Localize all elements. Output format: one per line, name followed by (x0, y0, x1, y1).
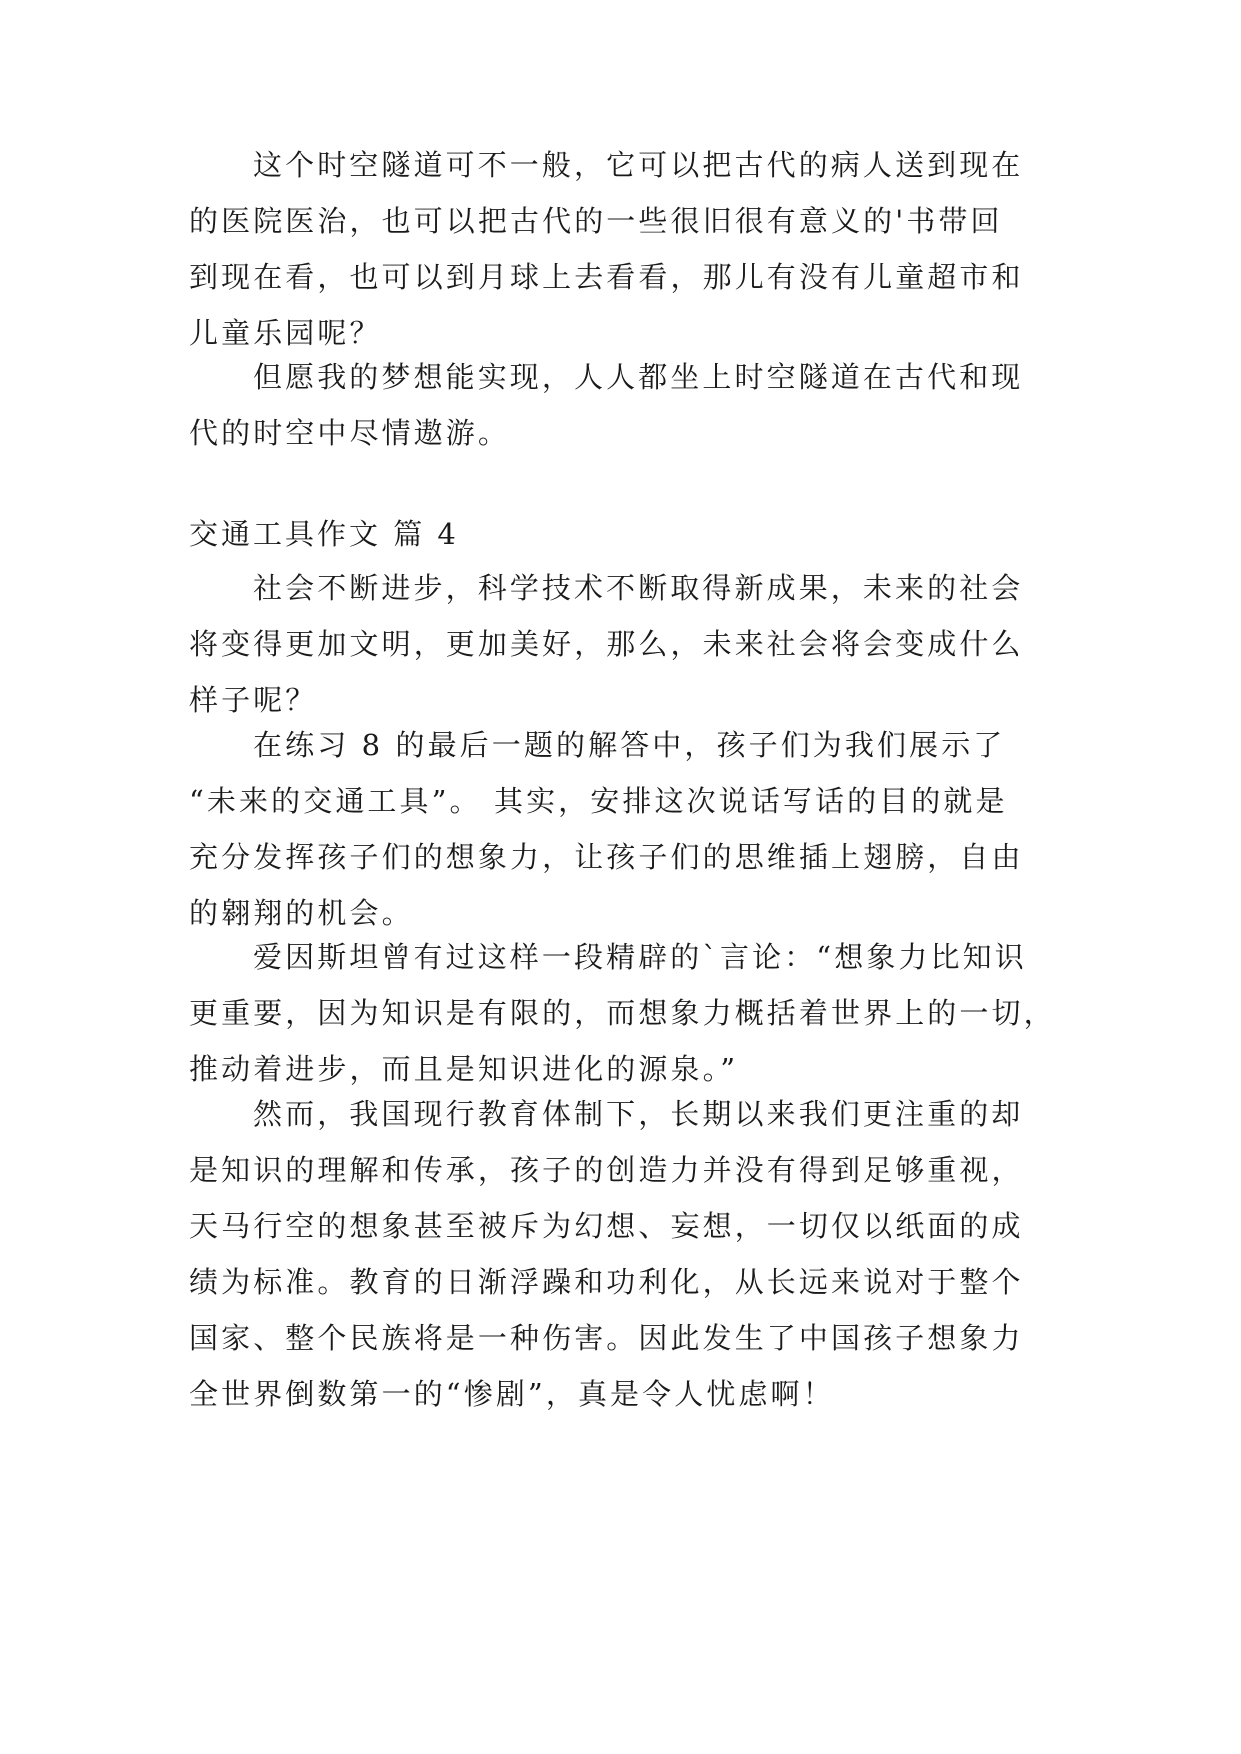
paragraph-line: 到现在看，也可以到月球上去看看，那儿有没有儿童超市和 (189, 260, 1024, 294)
paragraph-line: 但愿我的梦想能实现，人人都坐上时空隧道在古代和现 (253, 360, 1024, 394)
paragraph-line: 天马行空的想象甚至被斥为幻想、妄想，一切仅以纸面的成 (189, 1209, 1024, 1243)
paragraph-line: 爱因斯坦曾有过这样一段精辟的`言论：“想象力比知识 (253, 940, 1027, 974)
paragraph-line: 然而，我国现行教育体制下，长期以来我们更注重的却 (253, 1097, 1024, 1131)
paragraph-line: 将变得更加文明，更加美好，那么，未来社会将会变成什么 (189, 627, 1024, 661)
paragraph-line: 充分发挥孩子们的想象力，让孩子们的思维插上翅膀，自由 (189, 840, 1024, 874)
section-heading: 交通工具作文 篇 4 (189, 517, 459, 551)
paragraph-line: 社会不断进步，科学技术不断取得新成果，未来的社会 (253, 571, 1024, 605)
paragraph-line: 这个时空隧道可不一般，它可以把古代的病人送到现在 (253, 148, 1024, 182)
paragraph-line: 在练习 8 的最后一题的解答中，孩子们为我们展示了 (253, 728, 1006, 762)
paragraph-line: “未来的交通工具”。 其实，安排这次说话写话的目的就是 (189, 784, 1008, 818)
paragraph-line: 样子呢？ (189, 683, 318, 717)
paragraph-line: 的翱翔的机会。 (189, 896, 414, 930)
paragraph-line: 国家、整个民族将是一种伤害。因此发生了中国孩子想象力 (189, 1321, 1024, 1355)
paragraph-line: 儿童乐园呢？ (189, 316, 382, 350)
paragraph-line: 推动着进步，而且是知识进化的源泉。” (189, 1052, 739, 1086)
paragraph-line: 是知识的理解和传承，孩子的创造力并没有得到足够重视， (189, 1153, 1024, 1187)
paragraph-line: 代的时空中尽情遨游。 (189, 416, 511, 450)
paragraph-line: 更重要，因为知识是有限的，而想象力概括着世界上的一切， (189, 996, 1056, 1030)
paragraph-line: 绩为标准。教育的日渐浮躁和功利化，从长远来说对于整个 (189, 1265, 1024, 1299)
paragraph-line: 全世界倒数第一的“惨剧”，真是令人忧虑啊！ (189, 1377, 835, 1411)
paragraph-line: 的医院医治，也可以把古代的一些很旧很有意义的'书带回 (189, 204, 1003, 238)
